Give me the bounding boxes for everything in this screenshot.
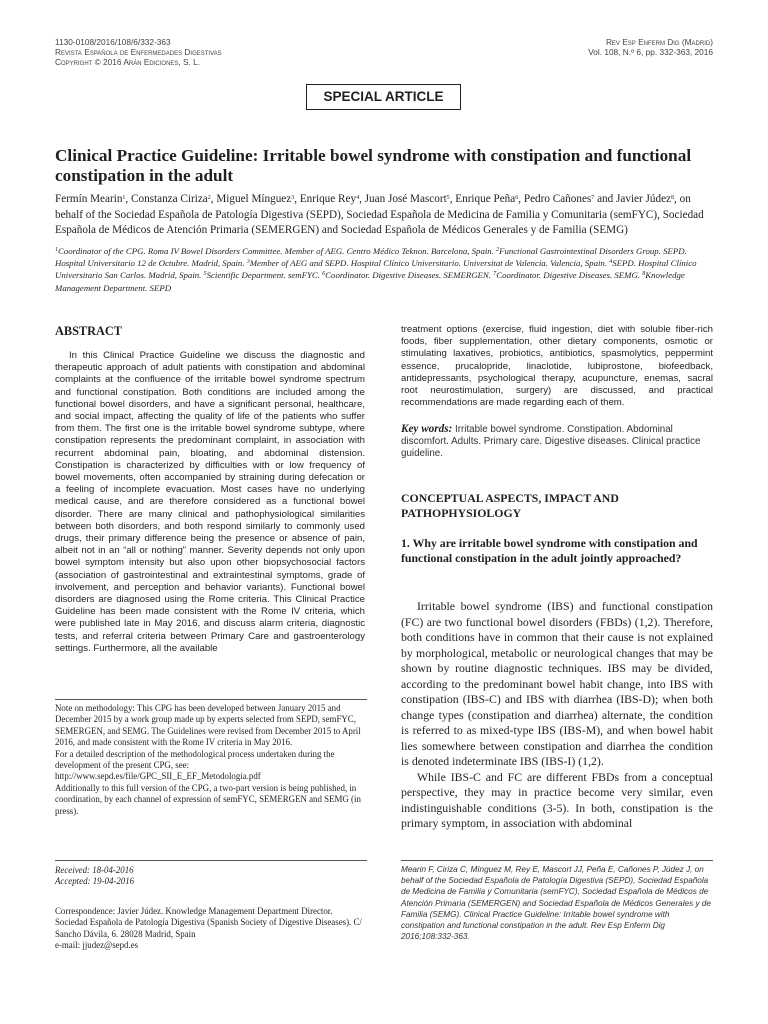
affiliations: $^1$Coordinator of the CPG. Roma IV Bowel Disorders Committee. Member of AEG. Centro Médico Teknon. Barcelona, Spain. $^2$Functional Gastrointestinal Disorders Group. SEPD. Hospital Universitario 12 de Octubre. Madrid, Spain. $^3$Member of AEG and SEPD. Hospital Clínico Universitario. Universitat de Valencia. Valencia, Spain. $^4$SEPD. Hospital Clínico Universitario San Carlos. Madrid, Spain. $^5$Scientific Department. semFYC. $^6$Coordinator. Digestive Diseases. SEMERGEN. $^7$Coordinator. Digestive Diseases. SEMG. $^8$Knowledge Management Department. SEPD xyxy=(55,246,697,293)
note-line: Note on methodology: This CPG has been developed between January 2015 and December 2015 by a work group made up by experts selected from SEPD, semFYC, SEMERGEN, and SEMG. The Guidelines were revised from December 2015 to April 2016, and made consistent with the Rome IV criteria in May 2016. xyxy=(55,703,361,748)
abstract-text-left: In this Clinical Practice Guideline we discuss the diagnostic and therapeutic approach of adult patients with constipation and abdominal complaints at the confluence of the irritable bowel syndrome spectrum and functional constipation. Both conditions are included among the functional bowel disorders, and have a significant personal, healthcare, and social impact, affecting the quality of life of the patients who suffer from them. The first one is the irritable bowel syndrome subtype, where constipation represents the predominant complaint, in association with recurrent abdominal pain, bloating, and abdominal distension. Constipation is characterized by difficulties with or low frequency of bowel movements, often accompanied by straining during defecation or a feeling of incomplete evacuation. Most cases have no underlying medical cause, and are therefore considered as a functional bowel disorder. There are many clinical and pathophysiological similarities between both disorders, and both respond similarly to commonly used drugs, their primary difference being the presence or absence of pain, albeit not in an “all or nothing” manner. Severity depends not only upon bowel symptom intensity but also upon other biopsychosocial factors (association of gastrointestinal and extraintestinal symptoms, grade of involvement, and perception and behavior variants). Functional bowel disorders are diagnosed using the Rome criteria. This Clinical Practice Guideline has been made consistent with the Rome IV criteria, which were published late in May 2016, and discuss alarm criteria, diagnostic tests, and referral criteria between Primary Care and gastroenterology settings. Furthermore, all the available xyxy=(55,350,365,654)
note-line: Additionally to this full version of the CPG, a two-part version is being published, in coordination, by each channel of expression of semFYC, SEMERGEN and SEMG (in press). xyxy=(55,782,361,816)
affiliation: Functional Gastrointestinal Disorders Group. SEPD. Hospital Universitario 12 de Octubre. Madrid, Spain. xyxy=(55,246,687,269)
section-heading: CONCEPTUAL ASPECTS, IMPACT AND PATHOPHYSIOLOGY xyxy=(401,491,619,520)
abstract-heading: ABSTRACT xyxy=(55,324,122,338)
journal-abbrev: Rev Esp Enferm Dig (Madrid) xyxy=(605,37,713,47)
author-conjunction: and xyxy=(597,193,614,205)
author-list: Fermín Mearin$^1$, Constanza Ciriza$^2$, Miguel Mínguez$^3$, Enrique Rey$^4$, Juan José Mascort$^5$, Enrique Peña$^6$, Pedro Cañones$^7$ and Javier Júdez$^8$, on behalf of the Sociedad Española de Patología Digestiva (SEPD), Sociedad Española de Medicina de Familia y Comunitaria (semFYC), Sociedad Española de Médicos de Atención Primaria (SEMERGEN) and Sociedad Española de Médicos Generales y de Familia (SEMG) xyxy=(55,193,704,236)
affiliation: Member of AEG and SEPD. Hospital Clínico Universitario. Universitat de Valencia. Valencia, Spain. xyxy=(249,258,608,269)
body-paragraph: Irritable bowel syndrome (IBS) and functional constipation (FC) are two functional bowel disorders (FBDs) (1,2). Therefore, both conditions have in common that their cause is not explained by morphological, metabolic or neurological changes that may be shown by routine diagnostic techniques. IBS may be divided, according to the predominant bowel habit change, into IBS with constipation (IBS-C) and IBS with diarrhea (IBS-D); when both change types (constipation and diarrhea) alternate, the condition is referred to as mixed-type IBS (IBS-M), and when bowel habit lies somewhere between constipation and diarrhea the condition is denoted indeterminate IBS (IBS-I) (1,2). xyxy=(401,599,713,768)
issn-line: 1130-0108/2016/108/6/332-363 xyxy=(55,37,171,47)
keywords-text: Irritable bowel syndrome. Constipation. Abdominal discomfort. Adults. Primary care. Digestive diseases. Clinical practice guideline. xyxy=(401,424,701,460)
citation: Mearin F, Ciriza C, Mínguez M, Rey E, Mascort JJ, Peña E, Cañones P, Júdez J, on behalf of the Sociedad Española de Patología Digestiva (SEPD), Sociedad Española de Medicina de Familia y Comunitaria (semFYC), Sociedad Española de Médicos de Atención Primaria (SEMERGEN) and Sociedad Española de Médicos Generales y de Familia (SEMG). Clinical Practice Guideline: Irritable bowel syndrome with constipation and functional constipation in the adult. Rev Esp Enferm Dig 2016;108:332-363. xyxy=(401,865,711,942)
affiliation: SEPD. Hospital Clínico Universitario San Carlos. Madrid, Spain. xyxy=(55,258,697,281)
affiliation: Scientific Department. semFYC. xyxy=(206,270,320,281)
author: Juan José Mascort xyxy=(364,193,447,205)
question-heading: 1. Why are irritable bowel syndrome with constipation and functional constipation in the adult jointly approached? xyxy=(401,536,698,565)
abstract-text-right: treatment options (exercise, fluid ingestion, diet with soluble fiber-rich foods, fiber supplementation, other dietary components, osmotic or stimulating laxatives, probiotics, antibiotics, spasmolytics, peppermint essence, prucalopride, linaclotide, lubiprostone, biofeedback, antidepressants, psychological therapy, acupuncture, enemas, sacral root neurostimulation, surgery) are discussed, and practical recommendations are made regarding each of them. xyxy=(401,324,713,409)
author: Miguel Mínguez xyxy=(216,193,292,205)
affiliation: Knowledge Management Department. SEPD xyxy=(55,270,685,293)
affiliation: Coordinator. Digestive Diseases. SEMG. xyxy=(496,270,641,281)
affiliation: Coordinator of the CPG. Roma IV Bowel Disorders Committee. Member of AEG. Centro Médico Teknon. Barcelona, Spain. xyxy=(58,246,494,256)
volume-line: Vol. 108, N.º 6, pp. 332-363, 2016 xyxy=(588,47,713,57)
article-dates xyxy=(55,865,367,888)
note-divider xyxy=(55,699,367,700)
affiliation: Coordinator. Digestive Diseases. SEMERGEN. xyxy=(325,270,491,281)
keywords xyxy=(401,423,713,461)
author: Fermín Mearin xyxy=(55,193,123,205)
article-title: Clinical Practice Guideline: Irritable bowel syndrome with constipation and functional constipation in the adult xyxy=(55,146,692,185)
journal-name: Revista Española de Enfermedades Digestivas xyxy=(55,47,222,57)
body-text xyxy=(401,599,713,832)
author: Constanza Ciriza xyxy=(131,193,208,205)
author-behalf: on behalf of the Sociedad Española de Patología Digestiva (SEPD), Sociedad Española de Medicina de Familia y Comunitaria (semFYC), Sociedad Española de Médicos de Atención Primaria (SEMERGEN) and Sociedad Española de Médicos Generales y de Familia (SEMG) xyxy=(55,193,704,236)
citation-divider xyxy=(401,860,713,861)
journal-header-right xyxy=(588,37,713,57)
dates-divider xyxy=(55,860,367,861)
body-paragraph: While IBS-C and FC are different FBDs from a conceptual perspective, they may in practice become very similar, even indistinguishable conditions (3-5). In both, constipation is the primary symptom, in association with abdominal xyxy=(401,769,713,830)
received-date: Received: 18-04-2016 xyxy=(55,865,134,875)
author: Pedro Cañones xyxy=(523,193,592,205)
correspondence xyxy=(55,906,367,952)
correspondence-email: e-mail: jjudez@sepd.es xyxy=(55,940,139,951)
correspondence-text: Correspondence: Javier Júdez. Knowledge Management Department Director. Sociedad Española de Patología Digestiva (Spanish Society of Digestive Diseases). C/ Sancho Dávila, 6. 28028 Madrid, Spain xyxy=(55,906,362,939)
methodology-note xyxy=(55,703,367,817)
accepted-date: Accepted: 19-04-2016 xyxy=(55,876,135,887)
note-line: For a detailed description of the methodological process undertaken during the development of the present CPG, see: http://www.sepd.es/file/GPC_SII_E_EF_Metodologia.pdf xyxy=(55,748,335,782)
author: Enrique Rey xyxy=(299,193,357,205)
copyright-line: Copyright © 2016 Arán Ediciones, S. L. xyxy=(55,57,201,67)
article-type-box: SPECIAL ARTICLE xyxy=(306,84,461,110)
journal-header-left xyxy=(55,37,222,67)
keywords-label: Key words: xyxy=(401,423,453,435)
author: Javier Júdez xyxy=(616,193,672,205)
author: Enrique Peña xyxy=(455,193,516,205)
